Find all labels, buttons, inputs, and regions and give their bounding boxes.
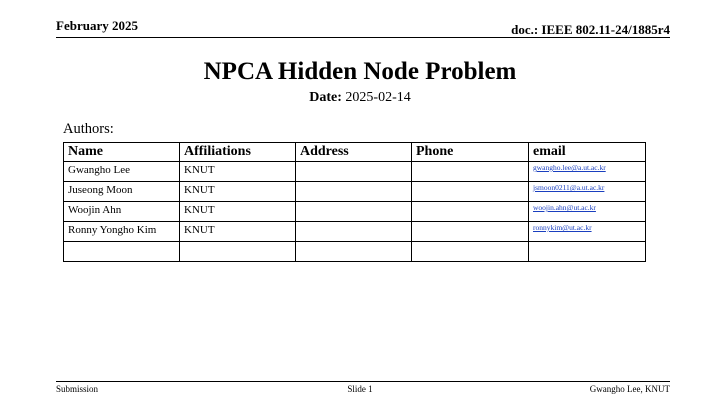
author-phone bbox=[412, 202, 529, 222]
date-label: Date: bbox=[309, 90, 342, 105]
slide-title: NPCA Hidden Node Problem bbox=[203, 58, 517, 85]
author-address bbox=[296, 202, 412, 222]
table-row bbox=[64, 222, 646, 242]
footer-submission: Submission bbox=[56, 384, 99, 394]
author-email-link[interactable]: gwangho.lee@a.ut.ac.kr bbox=[533, 163, 606, 172]
author-affiliation: KNUT bbox=[180, 202, 296, 222]
header-doc-id: doc.: IEEE 802.11-24/1885r4 bbox=[511, 22, 670, 37]
column-header-address: Address bbox=[296, 143, 412, 162]
author-name bbox=[64, 242, 180, 262]
author-phone bbox=[412, 182, 529, 202]
date-value: 2025-02-14 bbox=[345, 90, 411, 105]
authors-label: Authors: bbox=[63, 121, 114, 137]
date-line bbox=[0, 90, 720, 106]
author-address bbox=[296, 222, 412, 242]
author-phone bbox=[412, 162, 529, 182]
table-row bbox=[64, 242, 646, 262]
column-header-name: Name bbox=[64, 143, 180, 162]
author-name: Juseong Moon bbox=[64, 182, 180, 202]
authors-table bbox=[63, 142, 646, 262]
footer-divider bbox=[56, 381, 670, 382]
footer-slide-number: Slide 1 bbox=[347, 384, 373, 394]
author-email-link[interactable]: jsmoon0211@a.ut.ac.kr bbox=[533, 183, 605, 192]
column-header-affiliations: Affiliations bbox=[180, 143, 296, 162]
author-email-cell bbox=[529, 162, 646, 182]
author-affiliation: KNUT bbox=[180, 222, 296, 242]
header-divider bbox=[56, 37, 670, 38]
footer-author: Gwangho Lee, KNUT bbox=[589, 384, 670, 394]
author-phone bbox=[412, 242, 529, 262]
table-row bbox=[64, 202, 646, 222]
author-affiliation: KNUT bbox=[180, 182, 296, 202]
author-address bbox=[296, 162, 412, 182]
table-row bbox=[64, 182, 646, 202]
author-email-cell bbox=[529, 202, 646, 222]
column-header-phone: Phone bbox=[412, 143, 529, 162]
table-header-row bbox=[64, 143, 646, 162]
author-address bbox=[296, 182, 412, 202]
author-email-link[interactable]: woojin.ahn@ut.ac.kr bbox=[533, 203, 596, 212]
author-email-cell bbox=[529, 182, 646, 202]
author-email-cell bbox=[529, 242, 646, 262]
author-affiliation: KNUT bbox=[180, 162, 296, 182]
author-phone bbox=[412, 222, 529, 242]
author-name: Woojin Ahn bbox=[64, 202, 180, 222]
table-row bbox=[64, 162, 646, 182]
column-header-email: email bbox=[529, 143, 646, 162]
author-name: Ronny Yongho Kim bbox=[64, 222, 180, 242]
author-name: Gwangho Lee bbox=[64, 162, 180, 182]
author-email-cell bbox=[529, 222, 646, 242]
author-email-link[interactable]: ronnykim@ut.ac.kr bbox=[533, 223, 592, 232]
header-date: February 2025 bbox=[56, 18, 138, 33]
author-affiliation bbox=[180, 242, 296, 262]
author-address bbox=[296, 242, 412, 262]
